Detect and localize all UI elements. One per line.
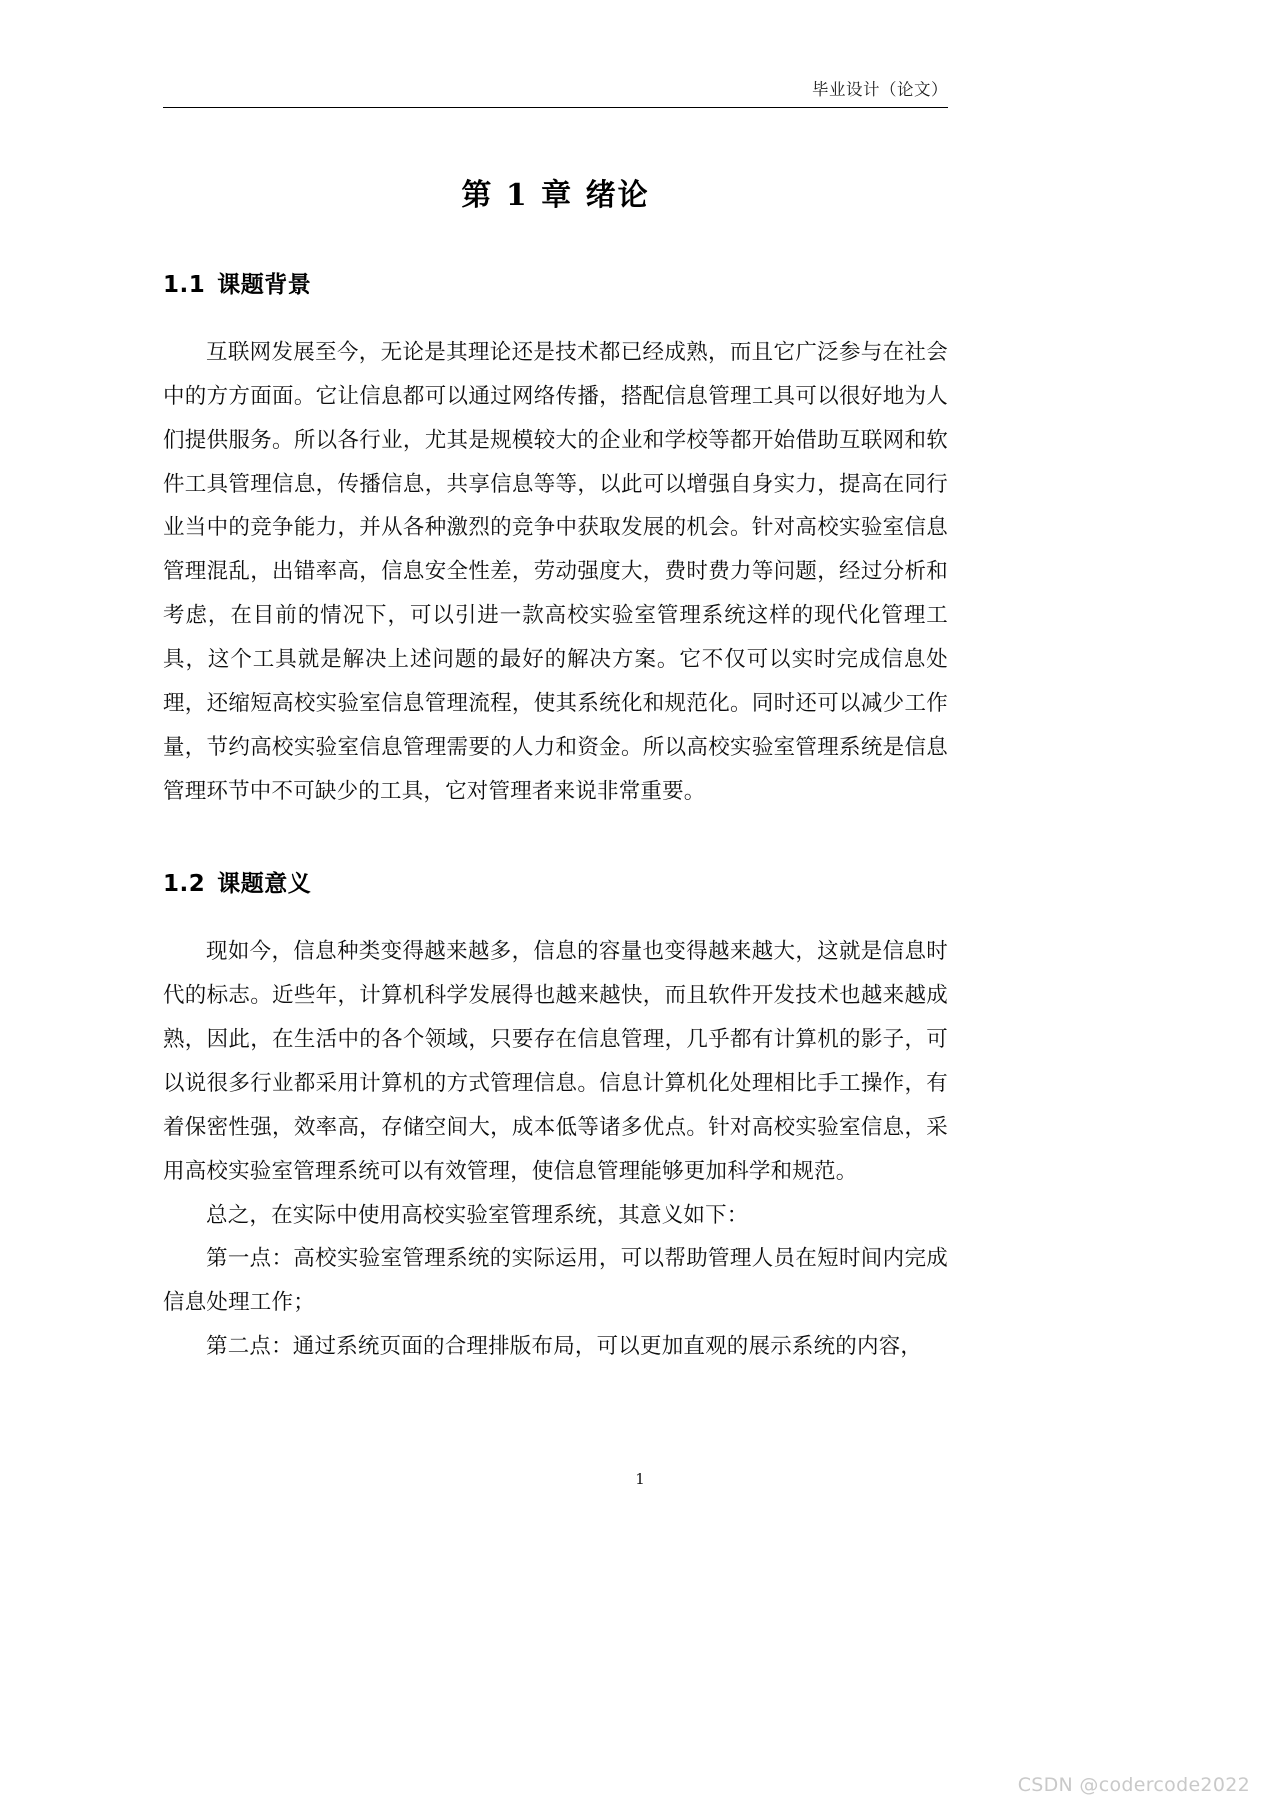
section-number-1-1: 1.1 (163, 272, 206, 298)
spacer (163, 299, 948, 313)
header-title: 毕业设计（论文） (812, 80, 948, 100)
page-number: 1 (635, 1470, 645, 1488)
paragraph: 第一点：高校实验室管理系统的实际运用，可以帮助管理人员在短时间内完成信息处理工作； (163, 1246, 948, 1316)
chapter-title: 第 1 章 绪论 (461, 178, 650, 213)
watermark: CSDN @codercode2022 (1017, 1774, 1250, 1796)
section-1-2 (163, 865, 948, 1369)
section-number-1-2: 1.2 (163, 871, 206, 898)
section-heading-1-1 (163, 266, 948, 299)
header-divider (163, 107, 948, 108)
paragraph: 总之，在实际中使用高校实验室管理系统，其意义如下： (206, 1202, 749, 1228)
spacer (163, 898, 948, 912)
paragraph: 互联网发展至今，无论是其理论还是技术都已经成熟，而且它广泛参与在社会中的方方面面。它让信息都可以通过网络传播，搭配信息管理工具可以很好地为人们提供服务。所以各行业，尤其是规模较大的企业和学校等都开始借助互联网和软件工具管理信息，传播信息，共享信息等等，以此可以增强自身实力，提高在同行业当中的竞争能力，并从各种激烈的竞争中获取发展的机会。针对高校实验室信息管理混乱，出错率高，信息安全性差，劳动强度大，费时费力等问题，经过分析和考虑，在目前的情况下，可以引进一款高校实验室管理系统这样的现代化管理工具，这个工具就是解决上述问题的最好的解决方案。它不仅可以实时完成信息处理，还缩短高校实验室信息管理流程，使其系统化和规范化。同时还可以减少工作量，节约高校实验室信息管理需要的人力和资金。所以高校实验室管理系统是信息管理环节中不可缺少的工具，它对管理者来说非常重要。 (163, 340, 948, 804)
paragraph: 第二点：通过系统页面的合理排版布局，可以更加直观的展示系统的内容， (206, 1334, 923, 1360)
section-title-1-2: 课题意义 (217, 871, 312, 898)
section-title-1-1: 课题背景 (217, 272, 312, 298)
document-body (163, 140, 948, 1369)
page-header (163, 70, 948, 108)
section-1-1 (163, 266, 948, 813)
paragraph: 现如今，信息种类变得越来越多，信息的容量也变得越来越大，这就是信息时代的标志。近些年，计算机科学发展得也越来越快，而且软件开发技术也越来越成熟，因此，在生活中的各个领域，只要存在信息管理，几乎都有计算机的影子，可以说很多行业都采用计算机的方式管理信息。信息计算机化处理相比手工操作，有着保密性强，效率高，存储空间大，成本低等诸多优点。针对高校实验室信息，采用高校实验室管理系统可以有效管理，使信息管理能够更加科学和规范。 (163, 939, 948, 1184)
section-heading-1-2 (163, 865, 948, 898)
